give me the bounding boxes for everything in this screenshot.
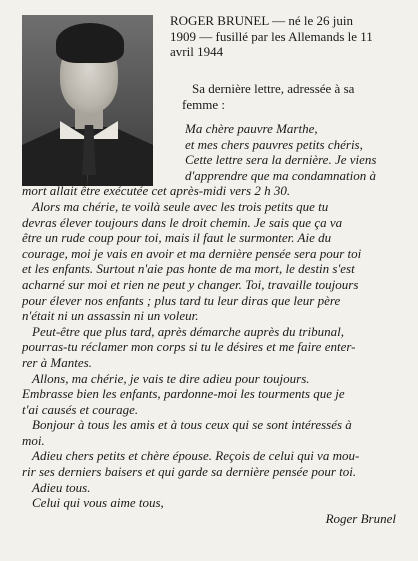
intro-line1: Sa dernière lettre, adressée à sa xyxy=(192,81,355,96)
letter-line: rir ses derniers baisers et qui garde sa dernière pensée pour toi. xyxy=(22,464,357,480)
signature-line: Roger Brunel xyxy=(325,510,396,526)
letter-line: Celui qui vous aime tous, xyxy=(32,495,164,511)
header-name: ROGER BRUNEL xyxy=(170,13,269,28)
letter-line: pourras-tu réclamer mon corps si tu le désires et me faire enter- xyxy=(22,339,356,355)
letter-body xyxy=(22,121,404,526)
letter-line: n'était ni un assassin ni un voleur. xyxy=(22,308,199,324)
letter-line: Cette lettre sera la dernière. Je viens xyxy=(185,152,377,168)
intro-line2: femme : xyxy=(182,96,225,112)
letter-line: Bonjour à tous les amis et à tous ceux qui se sont intéressés à xyxy=(32,417,352,433)
letter-line: et les enfants. Surtout n'aie pas honte de ma mort, le destin s'est xyxy=(22,261,355,277)
letter-line: courage, moi je vais en avoir et ma dernière pensée sera pour toi xyxy=(22,245,362,261)
intro-text xyxy=(182,81,398,112)
letter-line: d'apprendre que ma condamnation à xyxy=(185,167,377,183)
letter-line: devras élever toujours dans le droit chemin. Je sais que ça va xyxy=(22,214,343,230)
letter-line: rer à Mantes. xyxy=(22,354,92,370)
letter-line: acharné sur moi et rien ne peut y changer. Toi, travaille toujours xyxy=(22,276,359,292)
header-bio-line1: — né le 26 juin xyxy=(272,13,353,28)
letter-line: pour élever nos enfants ; plus tard tu leur diras que leur père xyxy=(22,292,341,308)
letter-line: Ma chère pauvre Marthe, xyxy=(185,121,318,136)
header-bio-line3: avril 1944 xyxy=(170,44,224,59)
biographical-header xyxy=(170,13,398,60)
letter-line: moi. xyxy=(22,432,45,448)
letter-line: Adieu chers petits et chère épouse. Reçois de celui qui va mou- xyxy=(32,448,360,464)
letter-line: t'ai causés et courage. xyxy=(22,401,139,417)
letter-line: être un rude coup pour toi, mais il faut le surmonter. Aie du xyxy=(22,230,332,246)
header-bio-line2: 1909 — fusillé par les Allemands le 11 xyxy=(170,28,373,44)
letter-line: Adieu tous. xyxy=(32,479,91,495)
letter-line: et mes chers pauvres petits chéris, xyxy=(185,136,363,152)
letter-line: mort allait être exécutée cet après-midi vers 2 h 30. xyxy=(22,183,291,199)
letter-line: Embrasse bien les enfants, pardonne-moi les tourments que je xyxy=(22,386,345,402)
letter-line: Allons, ma chérie, je vais te dire adieu pour toujours. xyxy=(32,370,310,386)
letter-line: Alors ma chérie, te voilà seule avec les trois petits que tu xyxy=(32,198,329,214)
letter-line: Peut-être que plus tard, après démarche auprès du tribunal, xyxy=(32,323,344,339)
